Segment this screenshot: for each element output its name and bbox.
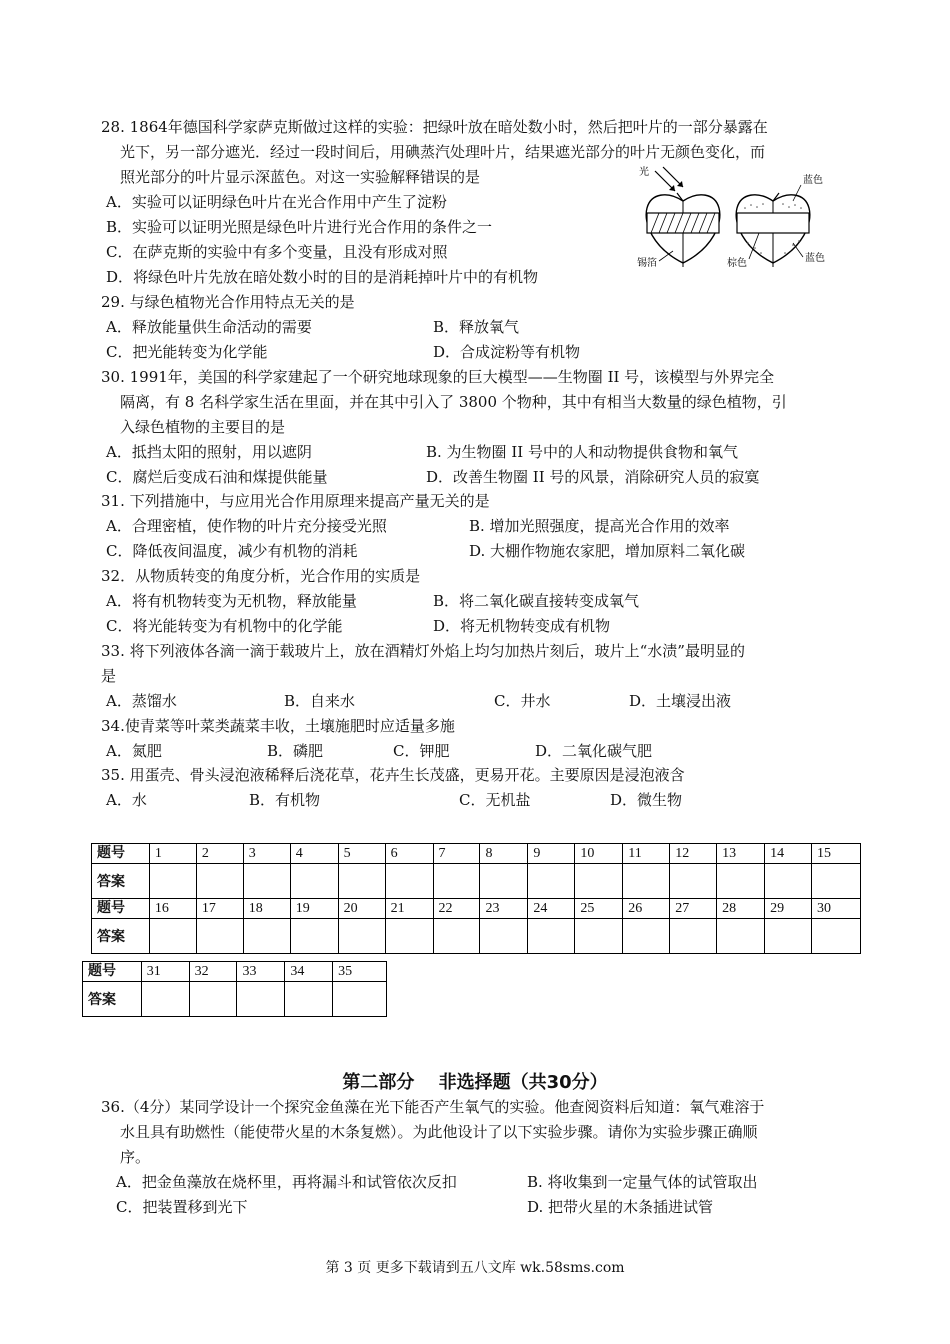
answer-cell[interactable] [290, 864, 338, 899]
q28-option-b: B．实验可以证明光照是绿色叶片进行光合作用的条件之一 [106, 218, 493, 236]
answer-cell[interactable] [433, 864, 480, 899]
answer-cell[interactable] [338, 919, 385, 954]
q28-stem-line1: 28. 1864年德国科学家萨克斯做过这样的实验：把绿叶放在暗处数小时，然后把叶片的一部分暴露在 [101, 118, 768, 136]
number-label: 题号 [92, 899, 150, 919]
q35-option-b: B．有机物 [249, 791, 321, 809]
q29-option-d: D．合成淀粉等有机物 [433, 343, 581, 361]
answer-cell[interactable] [285, 982, 333, 1017]
q33-option-a: A．蒸馏水 [106, 692, 177, 710]
q35-option-d: D．微生物 [610, 791, 683, 809]
q36-option-c: C．把装置移到光下 [116, 1198, 248, 1216]
answer-cell[interactable] [237, 982, 285, 1017]
question-number: 28 [717, 899, 765, 919]
question-number: 15 [812, 844, 861, 864]
q31-option-c: C．降低夜间温度，减少有机物的消耗 [106, 542, 358, 560]
question-number: 6 [385, 844, 433, 864]
question-number: 1 [149, 844, 196, 864]
answer-cell[interactable] [765, 864, 812, 899]
answer-cell[interactable] [480, 919, 528, 954]
question-number: 22 [433, 899, 480, 919]
answer-table-answer-row [92, 919, 861, 954]
question-number: 19 [290, 899, 338, 919]
q36-option-d: D. 把带火星的木条插进试管 [527, 1198, 714, 1216]
q33-stem-line2: 是 [101, 667, 117, 685]
number-label: 题号 [83, 962, 142, 982]
answer-cell[interactable] [623, 919, 670, 954]
foil-label: 锡箔 [637, 258, 657, 269]
q36-stem-line2: 水且具有助燃性（能使带火星的木条复燃）。为此他设计了以下实验步骤。请你为实验步骤正确顺 [120, 1123, 758, 1141]
q32-option-a: A．将有机物转变为无机物，释放能量 [106, 592, 357, 610]
q29-option-a: A．释放能量供生命活动的需要 [106, 318, 312, 336]
question-number: 23 [480, 899, 528, 919]
q31-option-b: B. 增加光照强度，提高光合作用的效率 [469, 517, 730, 535]
q34-option-d: D．二氧化碳气肥 [535, 742, 653, 760]
answer-label: 答案 [92, 864, 150, 899]
question-number: 32 [189, 962, 237, 982]
leaf-experiment-figure [633, 163, 831, 273]
q33-option-b: B．自来水 [284, 692, 356, 710]
answer-cell[interactable] [670, 864, 717, 899]
answer-cell[interactable] [812, 919, 861, 954]
right-leaf [727, 173, 825, 269]
answer-cell[interactable] [141, 982, 189, 1017]
q28-option-d: D．将绿色叶片先放在暗处数小时的目的是消耗掉叶片中的有机物 [106, 268, 539, 286]
q29-option-b: B．释放氧气 [433, 318, 520, 336]
q30-option-c: C．腐烂后变成石油和煤提供能量 [106, 468, 328, 486]
answer-cell[interactable] [812, 864, 861, 899]
light-label: 光 [639, 167, 649, 178]
answer-cell[interactable] [189, 982, 237, 1017]
answer-table-answer-row [83, 982, 387, 1017]
q33-stem-line1: 33. 将下列液体各滴一滴于载玻片上，放在酒精灯外焰上均匀加热片刻后，玻片上“水渍”最明显的 [101, 642, 745, 660]
question-number: 17 [196, 899, 243, 919]
answer-cell[interactable] [433, 919, 480, 954]
q36-option-a: A．把金鱼藻放在烧杯里，再将漏斗和试管依次反扣 [116, 1173, 457, 1191]
answer-cell[interactable] [333, 982, 387, 1017]
answer-cell[interactable] [623, 864, 670, 899]
question-number: 10 [575, 844, 623, 864]
q29-stem: 29. 与绿色植物光合作用特点无关的是 [101, 293, 355, 311]
question-number: 18 [243, 899, 290, 919]
answer-table-number-row [92, 844, 861, 864]
question-number: 7 [433, 844, 480, 864]
answer-cell[interactable] [338, 864, 385, 899]
question-number: 34 [285, 962, 333, 982]
question-number: 21 [385, 899, 433, 919]
answer-cell[interactable] [528, 864, 575, 899]
answer-cell[interactable] [196, 864, 243, 899]
answer-cell[interactable] [480, 864, 528, 899]
q28-stem-line3: 照光部分的叶片显示深蓝色。对这一实验解释错误的是 [120, 168, 481, 186]
q34-option-a: A．氮肥 [106, 742, 162, 760]
q35-option-c: C．无机盐 [459, 791, 531, 809]
question-number: 8 [480, 844, 528, 864]
q32-stem: 32．从物质转变的角度分析，光合作用的实质是 [101, 567, 421, 585]
answer-cell[interactable] [290, 919, 338, 954]
question-number: 25 [575, 899, 623, 919]
answer-cell[interactable] [575, 864, 623, 899]
q34-stem: 34.使青菜等叶菜类蔬菜丰收，土壤施肥时应适量多施 [101, 717, 455, 735]
answer-cell[interactable] [717, 864, 765, 899]
q31-stem: 31. 下列措施中，与应用光合作用原理来提高产量无关的是 [101, 492, 490, 510]
left-leaf [637, 165, 720, 269]
q34-option-c: C．钾肥 [393, 742, 450, 760]
answer-table-number-row [92, 899, 861, 919]
answer-cell[interactable] [196, 919, 243, 954]
answer-cell[interactable] [243, 864, 290, 899]
answer-label: 答案 [83, 982, 142, 1017]
q36-option-b: B. 将收集到一定量气体的试管取出 [527, 1173, 758, 1191]
q36-stem-line1: 36.（4分）某同学设计一个探究金鱼藻在光下能否产生氧气的实验。他查阅资料后知道：氧气难溶于 [101, 1098, 765, 1116]
question-number: 3 [243, 844, 290, 864]
q30-stem-line3: 入绿色植物的主要目的是 [120, 418, 286, 436]
answer-cell[interactable] [575, 919, 623, 954]
answer-cell[interactable] [528, 919, 575, 954]
answer-cell[interactable] [765, 919, 812, 954]
brown-label: 棕色 [727, 258, 747, 269]
question-number: 20 [338, 899, 385, 919]
answer-cell[interactable] [717, 919, 765, 954]
answer-cell[interactable] [385, 864, 433, 899]
blue-top-label: 蓝色 [803, 175, 823, 186]
section-title: 第二部分 非选择题（共30分） [342, 1072, 608, 1093]
q33-option-d: D．土壤浸出液 [629, 692, 732, 710]
question-number: 24 [528, 899, 575, 919]
question-number: 16 [149, 899, 196, 919]
q30-option-a: A．抵挡太阳的照射，用以遮阴 [106, 443, 312, 461]
question-number: 12 [670, 844, 717, 864]
question-number: 33 [237, 962, 285, 982]
question-number: 35 [333, 962, 387, 982]
question-number: 4 [290, 844, 338, 864]
q31-option-d: D. 大棚作物施农家肥，增加原料二氧化碳 [469, 542, 746, 560]
question-number: 13 [717, 844, 765, 864]
q33-option-c: C．井水 [494, 692, 551, 710]
question-number: 9 [528, 844, 575, 864]
q30-stem-line2: 隔离，有 8 名科学家生活在里面，并在其中引入了 3800 个物种，其中有相当大数量的绿色植物，引 [120, 393, 787, 411]
question-number: 27 [670, 899, 717, 919]
blue-bottom-label: 蓝色 [805, 253, 825, 264]
answer-cell[interactable] [243, 919, 290, 954]
answer-table-main [91, 843, 861, 954]
q34-option-b: B．磷肥 [267, 742, 324, 760]
q29-option-c: C．把光能转变为化学能 [106, 343, 268, 361]
q32-option-b: B．将二氧化碳直接转变成氧气 [433, 592, 640, 610]
answer-table-number-row [83, 962, 387, 982]
question-number: 31 [141, 962, 189, 982]
q30-stem-line1: 30. 1991年，美国的科学家建起了一个研究地球现象的巨大模型——生物圈 II 号，该模型与外界完全 [101, 368, 775, 386]
q31-option-a: A．合理密植，使作物的叶片充分接受光照 [106, 517, 387, 535]
q35-option-a: A．水 [106, 791, 147, 809]
q28-stem-line2: 光下，另一部分遮光．经过一段时间后，用碘蒸汽处理叶片，结果遮光部分的叶片无颜色变化，而 [120, 143, 766, 161]
q32-option-c: C．将光能转变为有机物中的化学能 [106, 617, 343, 635]
question-number: 14 [765, 844, 812, 864]
question-number: 30 [812, 899, 861, 919]
q35-stem: 35. 用蛋壳、骨头浸泡液稀释后浇花草，花卉生长茂盛，更易开花。主要原因是浸泡液含 [101, 766, 685, 784]
answer-cell[interactable] [670, 919, 717, 954]
question-number: 5 [338, 844, 385, 864]
q32-option-d: D．将无机物转变成有机物 [433, 617, 611, 635]
answer-cell[interactable] [385, 919, 433, 954]
q28-option-a: A．实验可以证明绿色叶片在光合作用中产生了淀粉 [106, 193, 447, 211]
page-footer: 第 3 页 更多下载请到五八文库 wk.58sms.com [325, 1260, 625, 1276]
question-number: 26 [623, 899, 670, 919]
question-number: 2 [196, 844, 243, 864]
answer-table-extra [82, 961, 387, 1017]
q30-option-b: B. 为生物圈 II 号中的人和动物提供食物和氧气 [426, 443, 738, 461]
q36-stem-line3: 序。 [120, 1148, 151, 1166]
number-label: 题号 [92, 844, 150, 864]
q30-option-d: D．改善生物圈 II 号的风景，消除研究人员的寂寞 [426, 468, 760, 486]
answer-table-answer-row [92, 864, 861, 899]
answer-label: 答案 [92, 919, 150, 954]
question-number: 11 [623, 844, 670, 864]
question-number: 29 [765, 899, 812, 919]
q28-option-c: C．在萨克斯的实验中有多个变量，且没有形成对照 [106, 243, 448, 261]
answer-cell[interactable] [149, 919, 196, 954]
answer-cell[interactable] [149, 864, 196, 899]
